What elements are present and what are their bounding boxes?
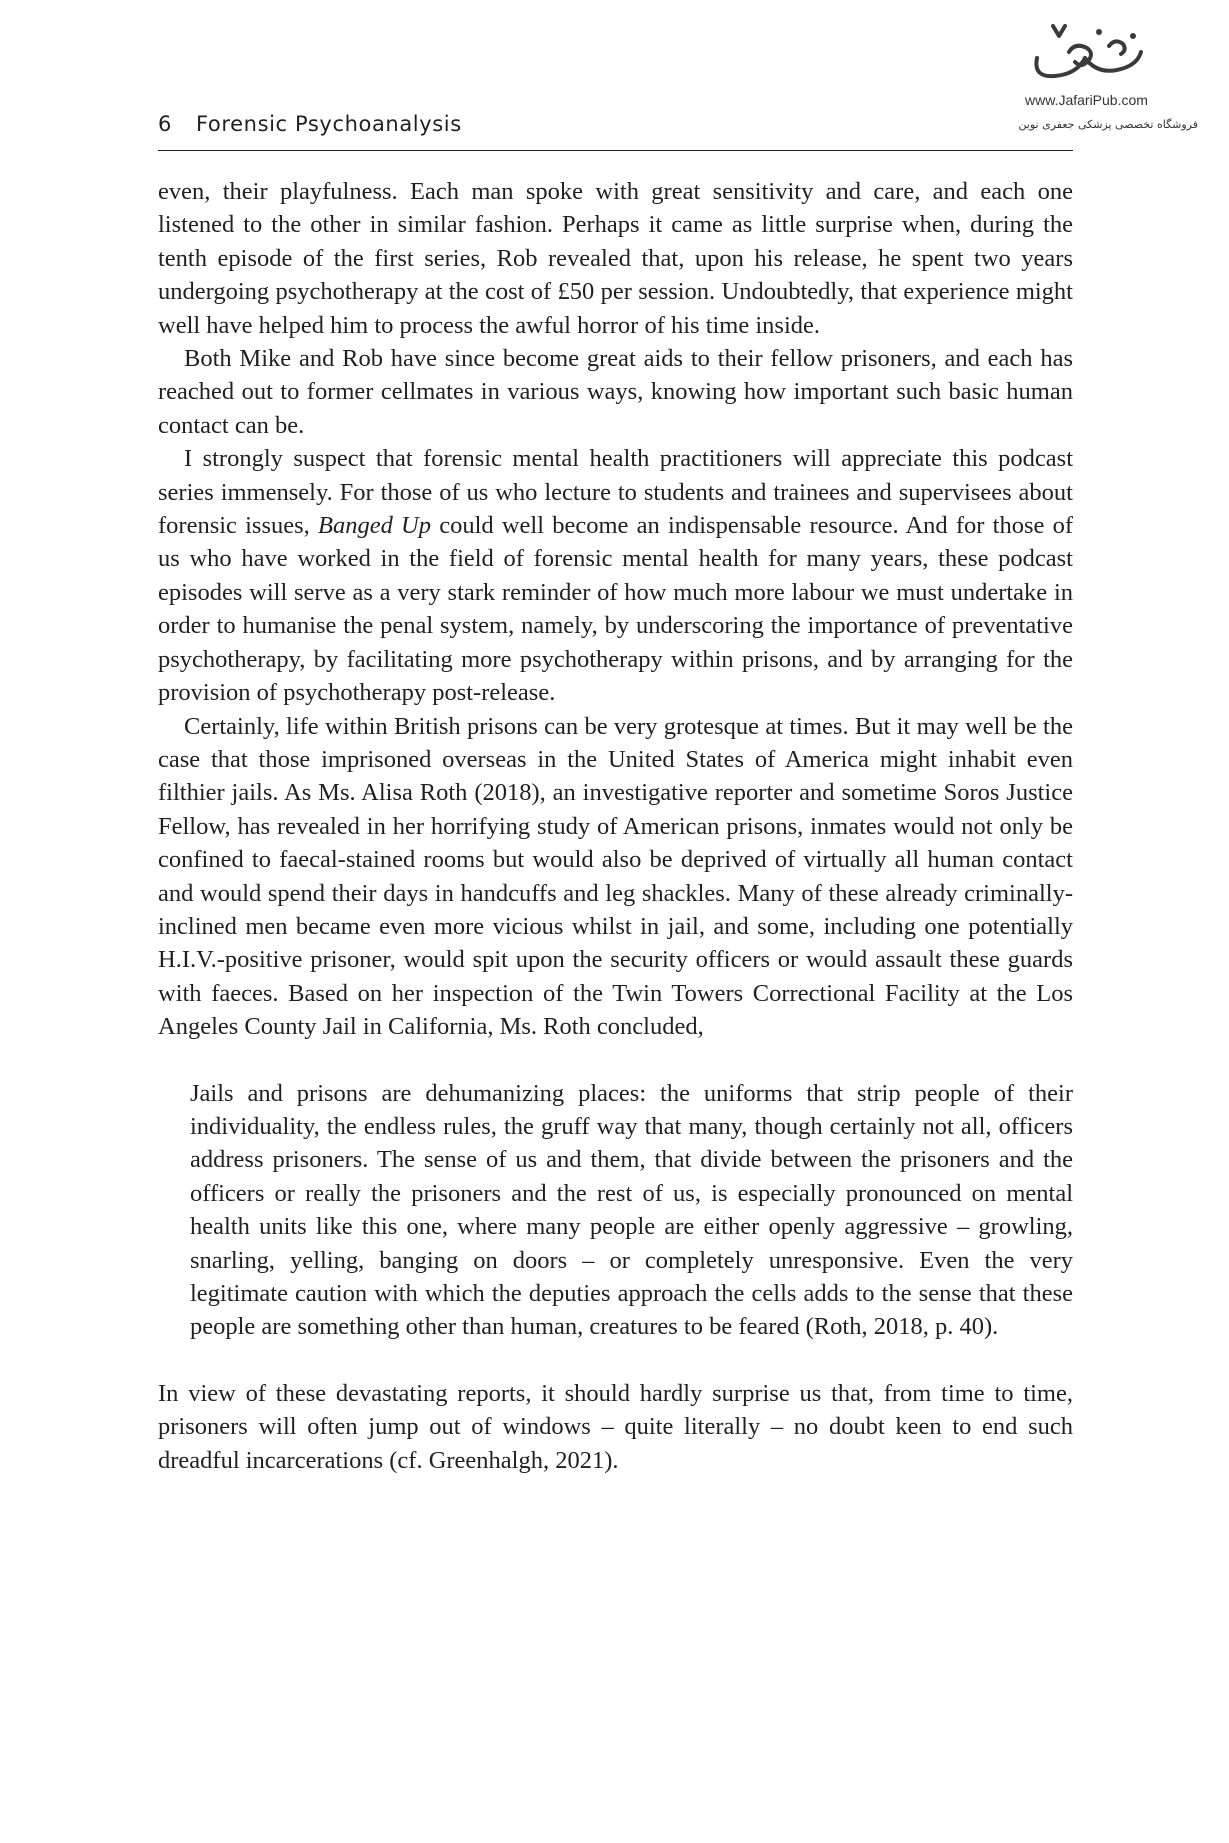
publisher-url: www.JafariPub.com [1025, 92, 1148, 108]
calligraphy-logo-icon [1025, 18, 1155, 90]
italic-title: Banged Up [317, 512, 431, 540]
body-text [158, 175, 1073, 1477]
paragraph-continued: even, their playfulness. Each man spoke with great sensitivity and care, and each one listened to the other in similar fashion. Perhaps it came as little surprise when, during the tenth episode of the first series, Rob revealed that, upon his release, he spent two years undergoing psychotherapy at the cost of £50 per session. Undoubtedly, that experience might well have helped him to process the awful horror of his time inside. [158, 178, 1073, 339]
paragraph-text: I strongly suspect that forensic mental health practitioners will appreciate this podcast series immensely. For those of us who lecture to students and trainees and supervisees about forensic issues, [158, 445, 1073, 540]
running-header [158, 112, 1073, 151]
paragraph: In view of these devastating reports, it should hardly surprise us that, from time to time, prisoners will often jump out of windows – quite literally – no doubt keen to end such dreadful incarcerations (cf. Greenhalgh, 2021). [158, 1379, 1073, 1474]
paragraph-with-italic [158, 442, 1073, 709]
block-quote [190, 1077, 1073, 1344]
running-title: Forensic Psychoanalysis [196, 112, 462, 136]
paragraph: Both Mike and Rob have since become great aids to their fellow prisoners, and each has reached out to former cellmates in various ways, knowing how important such basic human contact can be. [158, 345, 1073, 439]
publisher-store-name: فروشگاه تخصصی پزشکی جعفری نوین [1018, 118, 1198, 131]
page-number: 6 [158, 112, 172, 136]
paragraph-text: could well become an indispensable resource. And for those of us who have worked in the field of forensic mental health for many years, these podcast episodes will serve as a very stark reminder of how much more labour we must undertake in order to humanise the penal system, namely, by underscoring the importance of preventative psychotherapy, by facilitating more psychotherapy within prisons, and by arranging for the provision of psychotherapy post-release. [158, 512, 1073, 707]
paragraph: Certainly, life within British prisons can be very grotesque at times. But it may well be the case that those imprisoned overseas in the United States of America might inhabit even filthier jails. As Ms. Alisa Roth (2018), an investigative reporter and sometime Soros Justice Fellow, has revealed in her horrifying study of American prisons, inmates would not only be confined to faecal-stained rooms but would also be deprived of virtually all human contact and would spend their days in handcuffs and leg shackles. Many of these already criminally-inclined men became even more vicious whilst in jail, and some, including one potentially H.I.V.-positive prisoner, would spit upon the security officers or would assault these guards with faeces. Based on her inspection of the Twin Towers Correctional Facility at the Los Angeles County Jail in California, Ms. Roth concluded, [158, 712, 1073, 1041]
quote-text: Jails and prisons are dehumanizing places: the uniforms that strip people of their individuality, the endless rules, the gruff way that many, though certainly not all, officers address prisoners. The sense of us and them, that divide between the prisoners and the officers or really the prisoners and the rest of us, is especially pronounced on mental health units like this one, where many people are either openly aggressive – growling, snarling, yelling, banging on doors – or completely unresponsive. Even the very legitimate caution with which the deputies approach the cells adds to the sense that these people are something other than human, creatures to be feared (Roth, 2018, p. 40). [190, 1079, 1073, 1341]
